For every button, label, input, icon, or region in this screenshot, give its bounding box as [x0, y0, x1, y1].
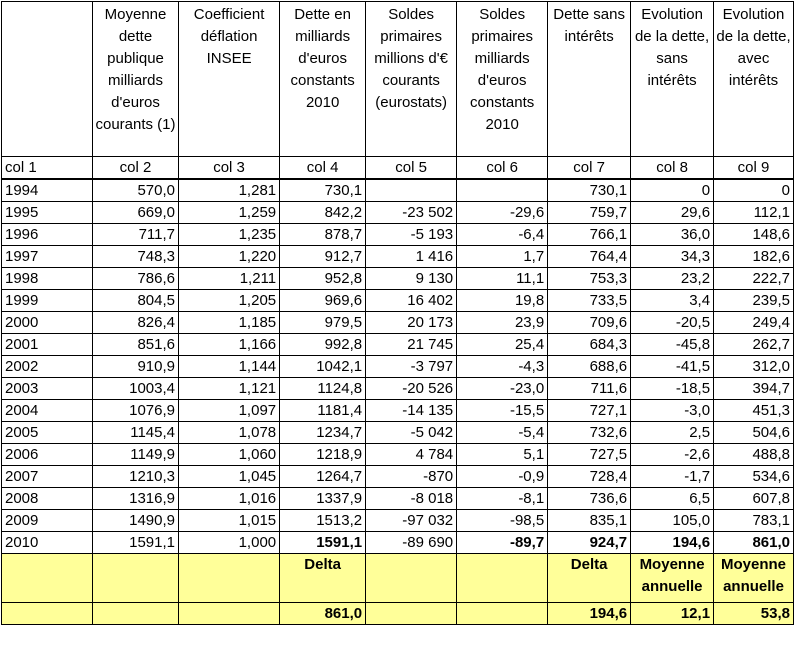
value-cell: 9 130: [366, 268, 457, 290]
header-cell: Coefficient déflation INSEE: [179, 2, 280, 157]
col-label-cell: col 4: [280, 157, 366, 180]
year-cell: 2004: [2, 400, 93, 422]
year-cell: 2006: [2, 444, 93, 466]
header-cell: Dette en milliards d'euros constants 2010: [280, 2, 366, 157]
value-cell: 912,7: [280, 246, 366, 268]
value-cell: 20 173: [366, 312, 457, 334]
value-cell: 1264,7: [280, 466, 366, 488]
value-cell: 727,1: [548, 400, 631, 422]
summary-value-cell: 12,1: [631, 603, 714, 625]
value-cell: 764,4: [548, 246, 631, 268]
table-row: [2, 246, 794, 268]
value-cell: 3,4: [631, 290, 714, 312]
value-cell: 488,8: [714, 444, 794, 466]
col-label-cell: col 1: [2, 157, 93, 180]
value-cell: 182,6: [714, 246, 794, 268]
value-cell: -89 690: [366, 532, 457, 554]
year-cell: 2010: [2, 532, 93, 554]
col-label-cell: col 2: [93, 157, 179, 180]
value-cell: 1,078: [179, 422, 280, 444]
value-cell: 992,8: [280, 334, 366, 356]
value-cell: 105,0: [631, 510, 714, 532]
value-cell: 748,3: [93, 246, 179, 268]
value-cell: 1003,4: [93, 378, 179, 400]
value-cell: 451,3: [714, 400, 794, 422]
value-cell: 36,0: [631, 224, 714, 246]
value-cell: 783,1: [714, 510, 794, 532]
value-cell: 4 784: [366, 444, 457, 466]
table-row: [2, 224, 794, 246]
year-cell: 1996: [2, 224, 93, 246]
summary-value-row: [2, 603, 794, 625]
value-cell: 1,016: [179, 488, 280, 510]
value-cell: 736,6: [548, 488, 631, 510]
header-cell: [2, 2, 93, 157]
table-row: [2, 466, 794, 488]
value-cell: -18,5: [631, 378, 714, 400]
col-label-cell: col 3: [179, 157, 280, 180]
value-cell: 711,6: [548, 378, 631, 400]
table-row: [2, 356, 794, 378]
value-cell: -89,7: [457, 532, 548, 554]
year-cell: 2002: [2, 356, 93, 378]
summary-label-cell: Moyenne annuelle: [714, 554, 794, 603]
debt-table: [1, 1, 794, 625]
value-cell: -4,3: [457, 356, 548, 378]
value-cell: 1,205: [179, 290, 280, 312]
value-cell: 1,281: [179, 179, 280, 202]
year-cell: 2007: [2, 466, 93, 488]
value-cell: 1490,9: [93, 510, 179, 532]
value-cell: -6,4: [457, 224, 548, 246]
year-cell: 1995: [2, 202, 93, 224]
value-cell: 222,7: [714, 268, 794, 290]
col-label-cell: col 5: [366, 157, 457, 180]
value-cell: 34,3: [631, 246, 714, 268]
year-cell: 2009: [2, 510, 93, 532]
value-cell: -0,9: [457, 466, 548, 488]
value-cell: 730,1: [280, 179, 366, 202]
value-cell: -97 032: [366, 510, 457, 532]
value-cell: 688,6: [548, 356, 631, 378]
value-cell: 239,5: [714, 290, 794, 312]
value-cell: 979,5: [280, 312, 366, 334]
value-cell: 1,7: [457, 246, 548, 268]
value-cell: 148,6: [714, 224, 794, 246]
year-cell: 1997: [2, 246, 93, 268]
header-cell: Soldes primaires milliards d'euros constants 2010: [457, 2, 548, 157]
value-cell: 1,045: [179, 466, 280, 488]
value-cell: 835,1: [548, 510, 631, 532]
value-cell: 1337,9: [280, 488, 366, 510]
value-cell: 19,8: [457, 290, 548, 312]
value-cell: -20,5: [631, 312, 714, 334]
value-cell: 952,8: [280, 268, 366, 290]
value-cell: 0: [631, 179, 714, 202]
table-row: [2, 444, 794, 466]
value-cell: 1,060: [179, 444, 280, 466]
value-cell: -23,0: [457, 378, 548, 400]
value-cell: 684,3: [548, 334, 631, 356]
summary-value-cell: 861,0: [280, 603, 366, 625]
value-cell: 826,4: [93, 312, 179, 334]
summary-label-cell: [366, 554, 457, 603]
value-cell: 23,2: [631, 268, 714, 290]
table-row: [2, 510, 794, 532]
value-cell: 1,235: [179, 224, 280, 246]
col-label-cell: col 7: [548, 157, 631, 180]
header-cell: Dette sans intérêts: [548, 2, 631, 157]
year-cell: 2003: [2, 378, 93, 400]
value-cell: 1,220: [179, 246, 280, 268]
value-cell: 924,7: [548, 532, 631, 554]
value-cell: 1513,2: [280, 510, 366, 532]
summary-value-cell: 194,6: [548, 603, 631, 625]
value-cell: 1124,8: [280, 378, 366, 400]
value-cell: 312,0: [714, 356, 794, 378]
value-cell: -98,5: [457, 510, 548, 532]
header-cell: Evolution de la dette, avec intérêts: [714, 2, 794, 157]
value-cell: -5 193: [366, 224, 457, 246]
value-cell: 1,015: [179, 510, 280, 532]
year-cell: 1998: [2, 268, 93, 290]
value-cell: -5 042: [366, 422, 457, 444]
value-cell: 262,7: [714, 334, 794, 356]
summary-label-cell: Moyenne annuelle: [631, 554, 714, 603]
col-label-cell: col 8: [631, 157, 714, 180]
value-cell: 570,0: [93, 179, 179, 202]
value-cell: 6,5: [631, 488, 714, 510]
value-cell: [366, 179, 457, 202]
value-cell: 861,0: [714, 532, 794, 554]
value-cell: 534,6: [714, 466, 794, 488]
value-cell: 1591,1: [93, 532, 179, 554]
value-cell: 249,4: [714, 312, 794, 334]
table-row: [2, 290, 794, 312]
table-row: [2, 378, 794, 400]
table-row: [2, 179, 794, 202]
value-cell: -45,8: [631, 334, 714, 356]
value-cell: 711,7: [93, 224, 179, 246]
year-cell: 1994: [2, 179, 93, 202]
value-cell: 878,7: [280, 224, 366, 246]
value-cell: 728,4: [548, 466, 631, 488]
value-cell: 766,1: [548, 224, 631, 246]
year-cell: 2008: [2, 488, 93, 510]
value-cell: 21 745: [366, 334, 457, 356]
value-cell: 1145,4: [93, 422, 179, 444]
summary-value-cell: [179, 603, 280, 625]
value-cell: 5,1: [457, 444, 548, 466]
col-label-cell: col 6: [457, 157, 548, 180]
value-cell: -8,1: [457, 488, 548, 510]
value-cell: 732,6: [548, 422, 631, 444]
summary-label-cell: Delta: [548, 554, 631, 603]
value-cell: 1,000: [179, 532, 280, 554]
value-cell: -3,0: [631, 400, 714, 422]
summary-value-cell: [2, 603, 93, 625]
value-cell: -41,5: [631, 356, 714, 378]
value-cell: 0: [714, 179, 794, 202]
value-cell: 759,7: [548, 202, 631, 224]
table-row: [2, 532, 794, 554]
value-cell: 969,6: [280, 290, 366, 312]
value-cell: 753,3: [548, 268, 631, 290]
table-row: [2, 400, 794, 422]
value-cell: -15,5: [457, 400, 548, 422]
summary-label-cell: [179, 554, 280, 603]
value-cell: -8 018: [366, 488, 457, 510]
value-cell: 1076,9: [93, 400, 179, 422]
summary-label-cell: [93, 554, 179, 603]
table-row: [2, 268, 794, 290]
value-cell: 1,144: [179, 356, 280, 378]
value-cell: 2,5: [631, 422, 714, 444]
summary-value-cell: [366, 603, 457, 625]
col-label-row: [2, 157, 794, 180]
value-cell: 1218,9: [280, 444, 366, 466]
table-row: [2, 312, 794, 334]
header-cell: Soldes primaires millions d'€ courants (eurostats): [366, 2, 457, 157]
value-cell: -3 797: [366, 356, 457, 378]
value-cell: 25,4: [457, 334, 548, 356]
value-cell: -5,4: [457, 422, 548, 444]
value-cell: 730,1: [548, 179, 631, 202]
value-cell: 1,121: [179, 378, 280, 400]
value-cell: 1,097: [179, 400, 280, 422]
value-cell: 851,6: [93, 334, 179, 356]
header-cell: Moyenne dette publique milliards d'euros courants (1): [93, 2, 179, 157]
value-cell: 786,6: [93, 268, 179, 290]
value-cell: -29,6: [457, 202, 548, 224]
value-cell: 29,6: [631, 202, 714, 224]
year-cell: 1999: [2, 290, 93, 312]
value-cell: -2,6: [631, 444, 714, 466]
value-cell: 733,5: [548, 290, 631, 312]
value-cell: 1181,4: [280, 400, 366, 422]
summary-value-cell: [93, 603, 179, 625]
value-cell: 910,9: [93, 356, 179, 378]
value-cell: 504,6: [714, 422, 794, 444]
value-cell: 1,185: [179, 312, 280, 334]
value-cell: 607,8: [714, 488, 794, 510]
value-cell: 11,1: [457, 268, 548, 290]
value-cell: 1591,1: [280, 532, 366, 554]
value-cell: 1210,3: [93, 466, 179, 488]
value-cell: 1,166: [179, 334, 280, 356]
value-cell: 669,0: [93, 202, 179, 224]
value-cell: 23,9: [457, 312, 548, 334]
value-cell: -1,7: [631, 466, 714, 488]
header-row: [2, 2, 794, 157]
value-cell: 842,2: [280, 202, 366, 224]
summary-label-cell: [2, 554, 93, 603]
value-cell: -20 526: [366, 378, 457, 400]
value-cell: 727,5: [548, 444, 631, 466]
value-cell: 394,7: [714, 378, 794, 400]
year-cell: 2001: [2, 334, 93, 356]
table-row: [2, 422, 794, 444]
value-cell: 1316,9: [93, 488, 179, 510]
col-label-cell: col 9: [714, 157, 794, 180]
summary-value-cell: [457, 603, 548, 625]
value-cell: 1,259: [179, 202, 280, 224]
value-cell: 112,1: [714, 202, 794, 224]
table-row: [2, 202, 794, 224]
summary-label-row: [2, 554, 794, 603]
value-cell: 709,6: [548, 312, 631, 334]
value-cell: 16 402: [366, 290, 457, 312]
value-cell: -14 135: [366, 400, 457, 422]
summary-value-cell: 53,8: [714, 603, 794, 625]
table-row: [2, 488, 794, 510]
value-cell: 1042,1: [280, 356, 366, 378]
value-cell: -23 502: [366, 202, 457, 224]
year-cell: 2000: [2, 312, 93, 334]
summary-label-cell: [457, 554, 548, 603]
summary-label-cell: Delta: [280, 554, 366, 603]
value-cell: 1234,7: [280, 422, 366, 444]
value-cell: -870: [366, 466, 457, 488]
value-cell: 1 416: [366, 246, 457, 268]
value-cell: 1149,9: [93, 444, 179, 466]
value-cell: 804,5: [93, 290, 179, 312]
value-cell: [457, 179, 548, 202]
value-cell: 194,6: [631, 532, 714, 554]
table-row: [2, 334, 794, 356]
value-cell: 1,211: [179, 268, 280, 290]
year-cell: 2005: [2, 422, 93, 444]
header-cell: Evolution de la dette, sans intérêts: [631, 2, 714, 157]
